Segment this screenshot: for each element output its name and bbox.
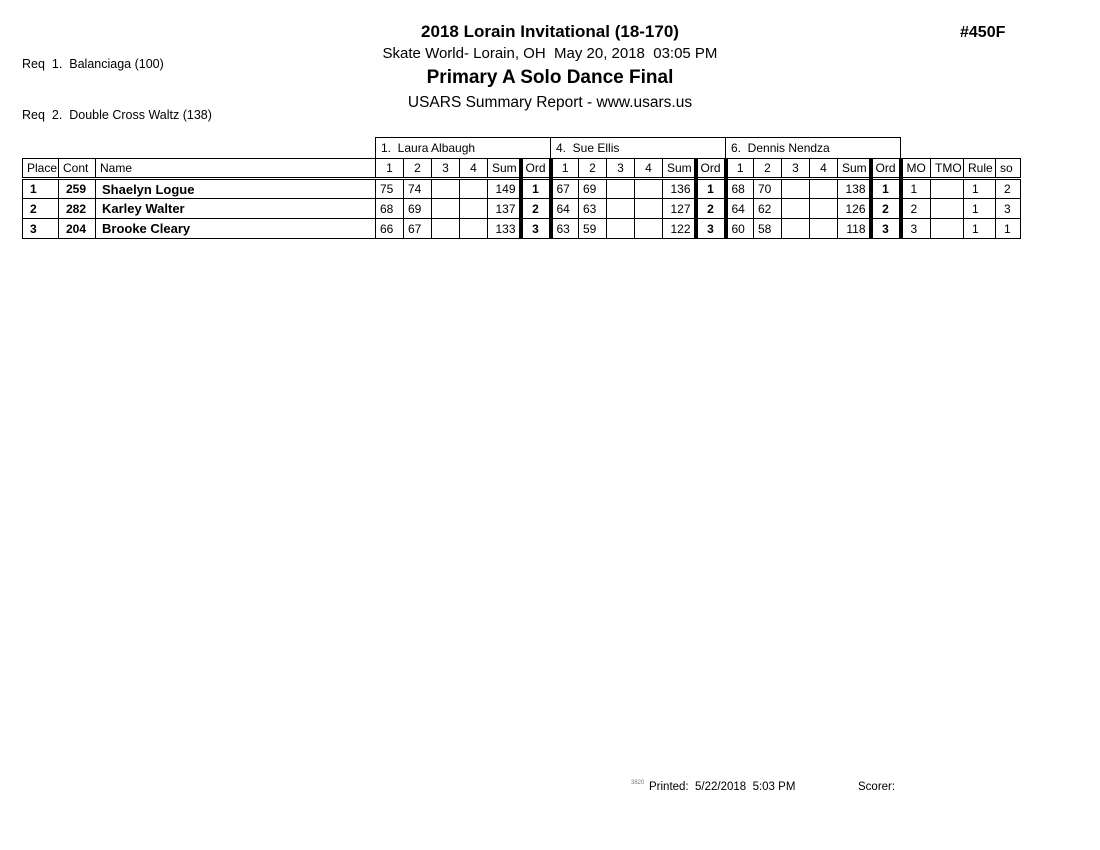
sum-cell: 136 xyxy=(663,179,696,199)
competition-title: 2018 Lorain Invitational (18-170) xyxy=(421,22,679,41)
sum-cell: 149 xyxy=(488,179,521,199)
col-header-j1-3: 3 xyxy=(432,159,460,179)
score-cell xyxy=(432,219,460,239)
judge-header-row xyxy=(23,138,1021,159)
ordinal-cell: 2 xyxy=(521,199,551,219)
ordinal-cell: 2 xyxy=(696,199,726,219)
score-cell xyxy=(635,219,663,239)
judge-3-header: 6. Dennis Nendza xyxy=(726,138,901,159)
judge-1-header: 1. Laura Albaugh xyxy=(376,138,551,159)
rule-cell: 1 xyxy=(964,199,996,219)
ordinal-cell: 2 xyxy=(871,199,901,219)
ordinal-cell: 1 xyxy=(521,179,551,199)
tmo-cell xyxy=(931,179,964,199)
col-header-j3-ord: Ord xyxy=(871,159,901,179)
sum-cell: 127 xyxy=(663,199,696,219)
sum-cell: 122 xyxy=(663,219,696,239)
result-row-1 xyxy=(23,179,1021,199)
ordinal-cell: 3 xyxy=(696,219,726,239)
col-header-mo: MO xyxy=(901,159,931,179)
ordinal-cell: 3 xyxy=(871,219,901,239)
score-cell: 64 xyxy=(726,199,754,219)
score-cell xyxy=(782,199,810,219)
score-cell: 60 xyxy=(726,219,754,239)
sum-cell: 137 xyxy=(488,199,521,219)
score-cell xyxy=(607,219,635,239)
place-cell: 2 xyxy=(23,199,59,219)
col-header-j3-1: 1 xyxy=(726,159,754,179)
contestant-number-cell: 259 xyxy=(59,179,96,199)
col-header-j1-ord: Ord xyxy=(521,159,551,179)
col-header-j2-3: 3 xyxy=(607,159,635,179)
contestant-number-cell: 282 xyxy=(59,199,96,219)
spacer-cell xyxy=(901,138,1021,159)
score-cell: 63 xyxy=(579,199,607,219)
venue-date-line: Skate World- Lorain, OH May 20, 2018 03:05 PM xyxy=(382,45,718,62)
col-header-place: Place xyxy=(23,159,59,179)
col-header-j1-1: 1 xyxy=(376,159,404,179)
score-cell: 75 xyxy=(376,179,404,199)
sum-cell: 138 xyxy=(838,179,871,199)
skater-name-cell: Brooke Cleary xyxy=(96,219,376,239)
sum-cell: 126 xyxy=(838,199,871,219)
score-cell xyxy=(460,179,488,199)
col-header-j2-1: 1 xyxy=(551,159,579,179)
score-cell: 59 xyxy=(579,219,607,239)
score-cell xyxy=(810,219,838,239)
mo-cell: 3 xyxy=(901,219,931,239)
sum-cell: 118 xyxy=(838,219,871,239)
report-type-line: USARS Summary Report - www.usars.us xyxy=(407,94,693,111)
score-cell: 69 xyxy=(404,199,432,219)
col-header-j3-sum: Sum xyxy=(838,159,871,179)
score-cell: 64 xyxy=(551,199,579,219)
rule-cell: 1 xyxy=(964,219,996,239)
column-header-row xyxy=(23,159,1021,179)
score-cell: 66 xyxy=(376,219,404,239)
score-cell xyxy=(782,219,810,239)
col-header-j1-2: 2 xyxy=(404,159,432,179)
result-row-2 xyxy=(23,199,1021,219)
mo-cell: 2 xyxy=(901,199,931,219)
col-header-name: Name xyxy=(96,159,376,179)
score-cell: 67 xyxy=(551,179,579,199)
score-cell xyxy=(782,179,810,199)
col-header-j3-2: 2 xyxy=(754,159,782,179)
score-cell: 69 xyxy=(579,179,607,199)
spacer-cell xyxy=(23,138,376,159)
col-header-j2-ord: Ord xyxy=(696,159,726,179)
req-line-1: Req 1. Balanciaga (100) xyxy=(22,57,164,71)
score-cell xyxy=(607,199,635,219)
tmo-cell xyxy=(931,219,964,239)
col-header-j3-4: 4 xyxy=(810,159,838,179)
col-header-j2-2: 2 xyxy=(579,159,607,179)
score-cell xyxy=(635,179,663,199)
printed-timestamp: Printed: 5/22/2018 5:03 PM xyxy=(649,781,796,793)
report-code: 3820 xyxy=(631,780,645,786)
event-title: Primary A Solo Dance Final xyxy=(426,67,674,88)
score-cell: 62 xyxy=(754,199,782,219)
event-number: #450F xyxy=(960,24,1006,41)
score-cell xyxy=(810,179,838,199)
so-cell: 2 xyxy=(996,179,1021,199)
ordinal-cell: 3 xyxy=(521,219,551,239)
place-cell: 3 xyxy=(23,219,59,239)
rule-cell: 1 xyxy=(964,179,996,199)
req-line-2: Req 2. Double Cross Waltz (138) xyxy=(22,108,212,122)
result-row-3 xyxy=(23,219,1021,239)
skater-name-cell: Karley Walter xyxy=(96,199,376,219)
score-cell xyxy=(607,179,635,199)
tmo-cell xyxy=(931,199,964,219)
score-cell: 74 xyxy=(404,179,432,199)
score-cell xyxy=(810,199,838,219)
so-cell: 1 xyxy=(996,219,1021,239)
ordinal-cell: 1 xyxy=(696,179,726,199)
contestant-number-cell: 204 xyxy=(59,219,96,239)
col-header-j1-sum: Sum xyxy=(488,159,521,179)
score-cell xyxy=(635,199,663,219)
score-cell xyxy=(432,199,460,219)
scorer-label: Scorer: xyxy=(858,781,896,793)
mo-cell: 1 xyxy=(901,179,931,199)
score-cell: 68 xyxy=(376,199,404,219)
score-cell: 70 xyxy=(754,179,782,199)
col-header-cont: Cont xyxy=(59,159,96,179)
col-header-j2-sum: Sum xyxy=(663,159,696,179)
score-cell xyxy=(460,199,488,219)
ordinal-cell: 1 xyxy=(871,179,901,199)
place-cell: 1 xyxy=(23,179,59,199)
col-header-j1-4: 4 xyxy=(460,159,488,179)
col-header-j2-4: 4 xyxy=(635,159,663,179)
judge-2-header: 4. Sue Ellis xyxy=(551,138,726,159)
results-table xyxy=(22,137,1021,239)
col-header-tmo: TMO xyxy=(931,159,964,179)
col-header-rule: Rule xyxy=(964,159,996,179)
score-cell: 63 xyxy=(551,219,579,239)
score-cell: 68 xyxy=(726,179,754,199)
skater-name-cell: Shaelyn Logue xyxy=(96,179,376,199)
score-cell xyxy=(460,219,488,239)
sum-cell: 133 xyxy=(488,219,521,239)
score-cell: 67 xyxy=(404,219,432,239)
so-cell: 3 xyxy=(996,199,1021,219)
report-header xyxy=(0,22,1100,112)
score-cell: 58 xyxy=(754,219,782,239)
score-cell xyxy=(432,179,460,199)
col-header-j3-3: 3 xyxy=(782,159,810,179)
col-header-so: so xyxy=(996,159,1021,179)
